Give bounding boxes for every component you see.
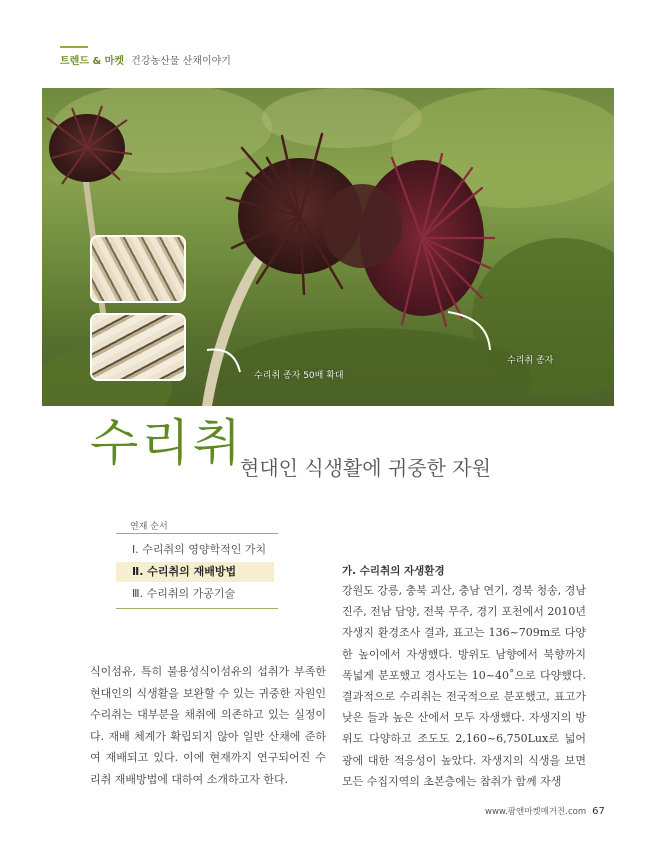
caption-magnified: 수리취 종자 50배 확대 (254, 371, 344, 381)
page-footer (485, 805, 605, 817)
toc-divider-bottom (116, 608, 278, 609)
intro-paragraph: 식이섬유, 특히 불용성식이섬유의 섭취가 부족한 현대인의 식생활을 보완할 수 있는 귀중한 자원인 수리취는 대부분을 채취에 의존하고 있는 실정이다. 재배 체계가 확립되지 않아 일반 산채에 준하여 재배되고 있다. 이에 현재까지 연구되어진 수리취 재배방법에 대하여 소개하고자 한다. (90, 665, 326, 786)
toc-item-current: Ⅱ. 수리취의 재배방법 (116, 562, 274, 582)
header-subtitle: 건강농산물 산채이야기 (131, 56, 231, 67)
seed-magnified-image-2 (90, 313, 186, 381)
habitat-paragraph: 강원도 강릉, 충북 괴산, 충남 연기, 경북 청송, 경남 진주, 전남 담양, 전북 무주, 경기 포천에서 2010년 자생지 환경조사 결과, 표고는 136~709m로 다양한 높이에서 자생했다. 방위도 남향에서 북향까지 폭넓게 분포했고 경사도는 10~40˚으로 다양했다. 결과적으로 수리취는 전국적으로 분포했고, 표고가 낮은 들과 높은 산에서 모두 자생했다. 자생지의 방위도 다양하고 조도도 2,160~6,750Lux로 넓어 광에 대한 적응성이 높았다. 자생지의 식생을 보면 모든 수집지역의 초본층에는 참취가 함께 자생 (342, 584, 586, 788)
caption-seed: 수리취 종자 (507, 356, 554, 366)
seed-magnified-image-1 (90, 235, 186, 303)
page-number: 67 (592, 806, 605, 817)
toc-item: Ⅰ. 수리취의 영양학적인 가치 (132, 543, 267, 556)
toc-label: 연재 순서 (130, 522, 168, 532)
body-column-right (342, 563, 586, 792)
thistle-photo (42, 88, 614, 406)
article-subtitle: 현대인 식생활에 귀중한 자원 (240, 456, 491, 480)
toc-item: Ⅲ. 수리취의 가공기술 (132, 587, 236, 600)
article-title: 수리취 (90, 414, 244, 472)
header-section: 트렌드 & 마켓 (60, 56, 124, 67)
running-header (60, 52, 231, 67)
section-heading: 가. 수리취의 자생환경 (342, 565, 445, 577)
toc-divider-top (116, 533, 278, 534)
header-rule (60, 46, 88, 48)
footer-url: www.팜앤마켓매거진.com (485, 807, 587, 817)
